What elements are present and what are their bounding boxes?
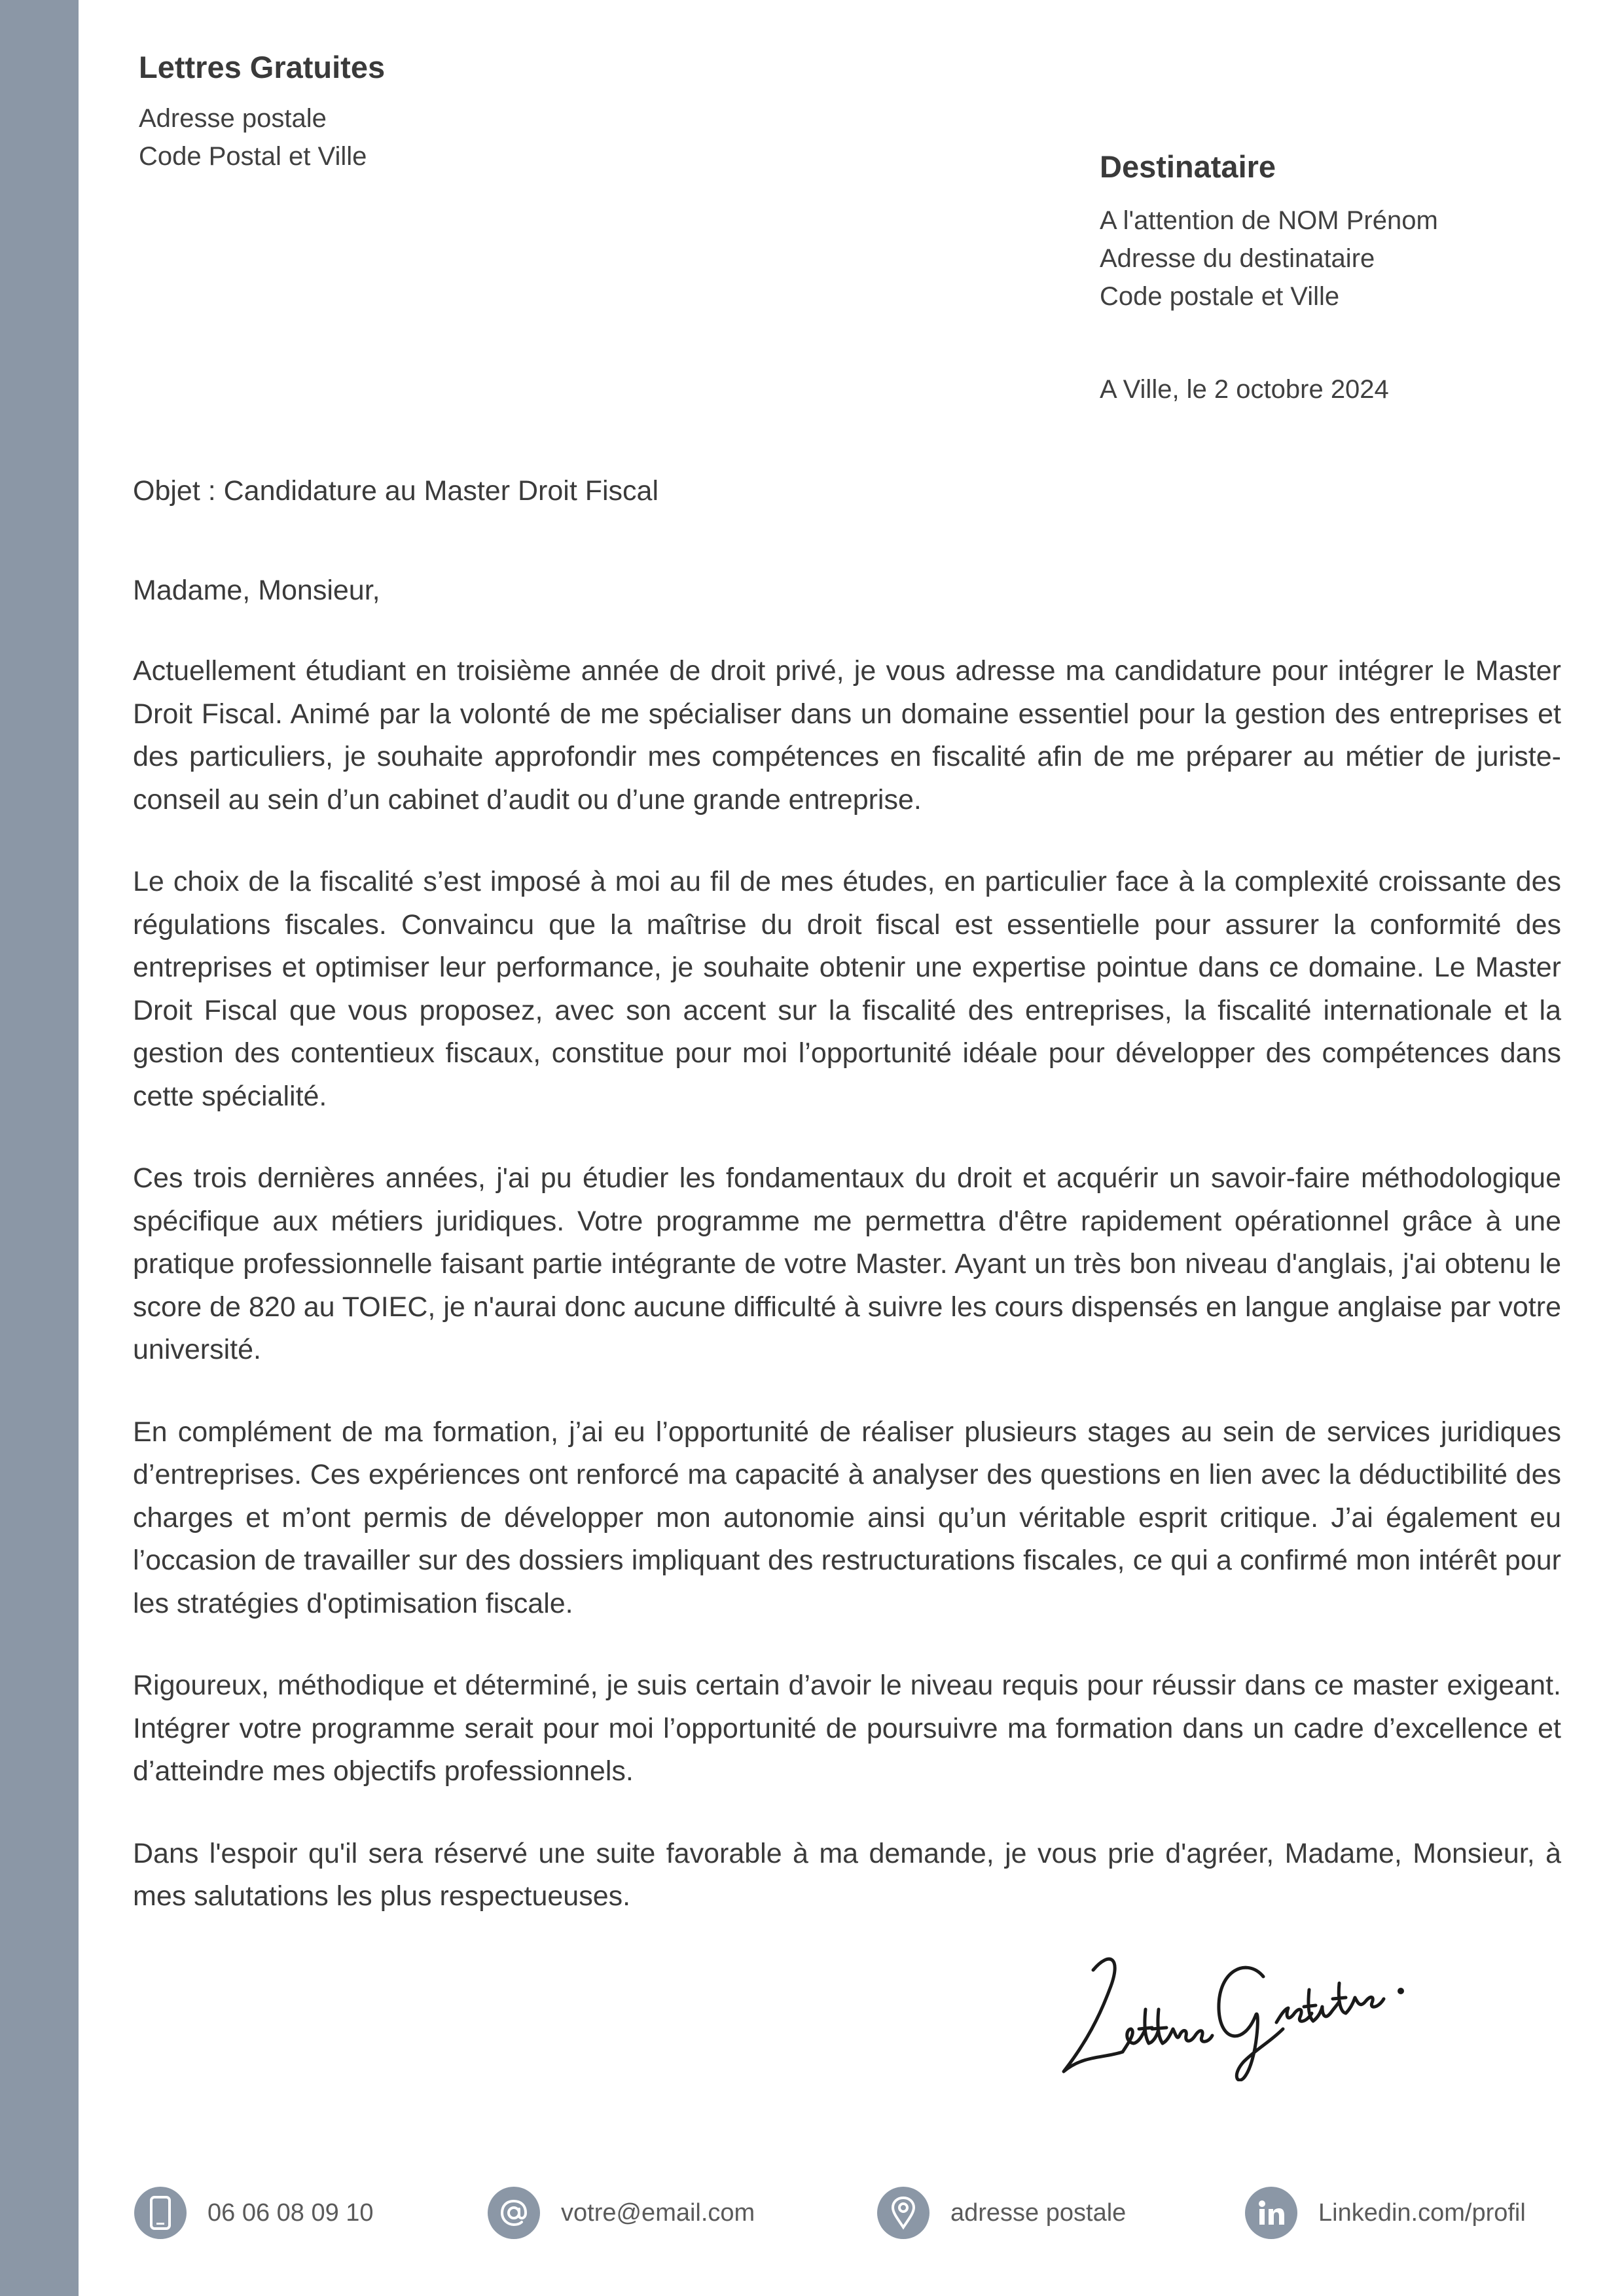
body-paragraph: Rigoureux, méthodique et déterminé, je suis certain d’avoir le niveau requis pour réussir dans ce master exigeant. Intégrer votre programme serait pour moi l’opportunité de poursuivre ma formation dans un cadre d’excellence et d’atteindre mes objectifs professionnels.: [133, 1670, 1561, 1787]
linkedin-icon: [1245, 2187, 1297, 2239]
letter-salutation: Madame, Monsieur,: [133, 575, 380, 606]
body-paragraph: En complément de ma formation, j’ai eu l’opportunité de réaliser plusieurs stages au sein de services juridiques d’entreprises. Ces expériences ont renforcé ma capacité à analyser des questions en lien avec la déductibilité des charges et m’ont permis de développer mon autonomie ainsi qu’un véritable esprit critique. J’ai également eu l’occasion de travailler sur des dossiers impliquant des restructurations fiscales, ce qui a confirmé mon intérêt pour les stratégies d'optimisation fiscale.: [133, 1416, 1561, 1619]
recipient-title: Destinataire: [1100, 149, 1276, 184]
sender-block: [139, 46, 728, 175]
body-paragraph: Le choix de la fiscalité s’est imposé à moi au fil de mes études, en particulier face à la complexité croissante des régulations fiscales. Convaincu que la maîtrise du droit fiscal est essentielle pour assurer la conformité des entreprises et optimiser leur performance, je souhaite obtenir une expertise pointue dans ce domaine. Le Master Droit Fiscal que vous proposez, avec son accent sur la fiscalité des entreprises, la fiscalité internationale et la gestion des contentieux fiscaux, constitue pour moi l’opportunité idéale pour développer des compétences dans cette spécialité.: [133, 866, 1561, 1112]
left-accent-bar: [0, 0, 79, 2296]
letter-date: A Ville, le 2 octobre 2024: [1100, 375, 1389, 404]
recipient-attention: A l'attention de NOM Prénom: [1100, 206, 1438, 235]
body-paragraph: Actuellement étudiant en troisième année de droit privé, je vous adresse ma candidature pour intégrer le Master Droit Fiscal. Animé par la volonté de me spécialiser dans un domaine essentiel pour la gestion des entreprises et des particuliers, je souhaite approfondir mes compétences en fiscalité afin de me préparer au métier de juriste-conseil au sein d’un cabinet d’audit ou d’une grande entreprise.: [133, 655, 1561, 816]
contact-address-text: adresse postale: [950, 2198, 1127, 2227]
contact-linkedin-text: Linkedin.com/profil: [1318, 2198, 1526, 2227]
sender-name: Lettres Gratuites: [139, 50, 386, 84]
contact-phone-text: 06 06 08 09 10: [208, 2198, 374, 2227]
sender-city: Code Postal et Ville: [139, 142, 367, 171]
recipient-block: [1100, 145, 1571, 315]
location-pin-icon: [877, 2187, 929, 2239]
contact-email-text: votre@email.com: [561, 2198, 755, 2227]
contact-phone[interactable]: [134, 2183, 374, 2242]
body-paragraph: Ces trois dernières années, j'ai pu étudier les fondamentaux du droit et acquérir un savoir-faire méthodologique spécifique aux métiers juridiques. Votre programme me permettra d'être rapidement opérationnel grâce à une pratique professionnelle faisant partie intégrante de votre Master. Ayant un très bon niveau d'anglais, j'ai obtenu le score de 820 au TOIEC, je n'aurai donc aucune difficulté à suivre les cours dispensés en langue anglaise par votre université.: [133, 1162, 1561, 1365]
recipient-address: Adresse du destinataire: [1100, 244, 1375, 273]
letter-body: [133, 650, 1561, 1958]
letter-subject: Objet : Candidature au Master Droit Fiscal: [133, 475, 659, 507]
contact-email[interactable]: [488, 2183, 755, 2242]
phone-icon: [134, 2187, 187, 2239]
recipient-city: Code postale et Ville: [1100, 282, 1340, 311]
body-paragraph: Dans l'espoir qu'il sera réservé une suite favorable à ma demande, je vous prie d'agréer, Madame, Monsieur, à mes salutations les plus respectueuses.: [133, 1837, 1561, 1912]
sender-address: Adresse postale: [139, 104, 327, 133]
at-sign-icon: [488, 2187, 540, 2239]
contact-linkedin[interactable]: [1245, 2183, 1526, 2242]
handwritten-signature: [1047, 1931, 1440, 2081]
contact-address[interactable]: [877, 2183, 1126, 2242]
